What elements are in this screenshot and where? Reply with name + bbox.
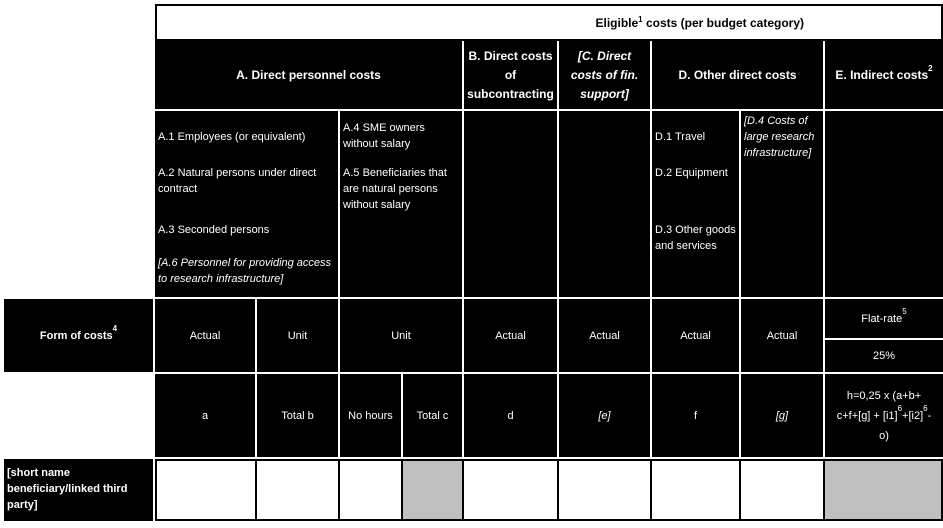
input-a[interactable] xyxy=(155,459,257,521)
code-h-part2: c+f+[g] + [i1] xyxy=(836,409,898,422)
form-c-cell xyxy=(559,299,650,372)
code-h-part3: +[i2] xyxy=(902,409,924,422)
form-of-costs-sup: 4 xyxy=(112,323,118,333)
code-hours-cell xyxy=(340,374,401,457)
code-b: Total b xyxy=(281,409,314,422)
category-d-cell xyxy=(652,41,823,109)
code-h-sup1: 6 xyxy=(897,403,903,413)
input-f[interactable] xyxy=(650,459,741,521)
code-g-cell xyxy=(741,374,823,457)
item-a3: A.3 Seconded persons xyxy=(158,224,270,236)
form-a-actual: Actual xyxy=(189,329,221,342)
item-a6: [A.6 Personnel for providing access to research infrastructure] xyxy=(158,257,332,285)
beneficiary-label-cell xyxy=(4,459,153,521)
category-e-sup: 2 xyxy=(928,64,933,73)
item-d1: D.1 Travel xyxy=(655,131,706,143)
code-h-line3: o) xyxy=(879,429,889,442)
code-g: [g] xyxy=(775,409,789,422)
category-a-label: A. Direct personnel costs xyxy=(236,68,381,82)
form-e-flatrate-cell xyxy=(825,299,943,338)
header-title-post: costs (per budget category) xyxy=(645,15,804,30)
input-hours[interactable] xyxy=(338,459,403,521)
form-d4: Actual xyxy=(766,329,798,342)
category-c-label: [C. Direct costs of fin. support] xyxy=(570,48,639,101)
form-e-rate: 25% xyxy=(872,350,896,362)
code-f: f xyxy=(693,409,698,422)
code-e-cell xyxy=(559,374,650,457)
item-a1: A.1 Employees (or equivalent) xyxy=(158,131,306,143)
form-b-cell xyxy=(464,299,557,372)
code-hours: No hours xyxy=(348,409,393,422)
item-a4: A.4 SME owners without salary xyxy=(343,122,425,150)
code-h-line2 xyxy=(836,403,932,426)
items-c-cell xyxy=(559,111,650,297)
input-e[interactable] xyxy=(557,459,652,521)
code-d-cell xyxy=(464,374,557,457)
form-e-rate-cell xyxy=(825,340,943,372)
items-d-left-cell xyxy=(652,111,739,297)
form-b: Actual xyxy=(495,329,526,342)
code-a-cell xyxy=(155,374,255,457)
items-d4-cell xyxy=(741,111,823,297)
category-c-cell xyxy=(559,41,650,109)
category-b-label: B. Direct costs of subcontracting xyxy=(467,48,554,101)
code-h-cell xyxy=(825,374,943,457)
form-a-unit2: Unit xyxy=(391,329,411,342)
item-a5: A.5 Beneficiaries that are natural persons without salary xyxy=(343,167,447,211)
code-a: a xyxy=(201,409,209,422)
code-c-cell xyxy=(403,374,462,457)
item-a2: A.2 Natural persons under direct contract xyxy=(158,167,317,195)
form-of-costs-label: Form of costs xyxy=(39,329,113,342)
beneficiary-label: [short name beneficiary/linked third party] xyxy=(7,467,128,511)
form-e-sup: 5 xyxy=(902,306,907,316)
code-f-cell xyxy=(652,374,739,457)
header-title-pre: Eligible xyxy=(595,15,639,30)
form-e-flatrate: Flat-rate xyxy=(861,312,903,325)
category-a-cell xyxy=(155,41,462,109)
item-d4: [D.4 Costs of large research infrastructure] xyxy=(744,115,815,159)
items-a-left-cell xyxy=(155,111,338,297)
category-b-cell xyxy=(464,41,557,109)
code-h-part4: - xyxy=(927,409,932,422)
code-c: Total c xyxy=(416,409,449,422)
form-d4-cell xyxy=(741,299,823,372)
form-a-unit: Unit xyxy=(287,329,308,342)
category-e-cell xyxy=(825,41,943,109)
form-of-costs-label-cell xyxy=(4,299,153,372)
input-b[interactable] xyxy=(255,459,340,521)
form-a-actual-cell xyxy=(155,299,255,372)
code-h-line1: h=0,25 x (a+b+ xyxy=(846,389,922,402)
code-d: d xyxy=(507,409,514,422)
form-d-cell xyxy=(652,299,739,372)
category-d-label: D. Other direct costs xyxy=(678,68,797,82)
items-e-cell xyxy=(825,111,943,297)
input-g[interactable] xyxy=(739,459,825,521)
input-d[interactable] xyxy=(462,459,559,521)
item-d2: D.2 Equipment xyxy=(655,167,728,179)
form-c: Actual xyxy=(589,329,620,342)
items-b-cell xyxy=(464,111,557,297)
code-e: [e] xyxy=(598,409,611,422)
input-h-disabled xyxy=(823,459,943,521)
items-a-right-cell xyxy=(340,111,462,297)
form-a-unit2-cell xyxy=(340,299,462,372)
form-d: Actual xyxy=(680,329,711,342)
form-a-unit-cell xyxy=(257,299,338,372)
input-c-disabled xyxy=(401,459,464,521)
item-d3: D.3 Other goods and services xyxy=(655,224,736,252)
code-h-sup2: 6 xyxy=(923,403,928,413)
code-b-cell xyxy=(257,374,338,457)
eligible-costs-header: Eligible $^1$ costs (per budget category) xyxy=(155,4,943,41)
category-e-label: E. Indirect costs xyxy=(835,68,929,82)
